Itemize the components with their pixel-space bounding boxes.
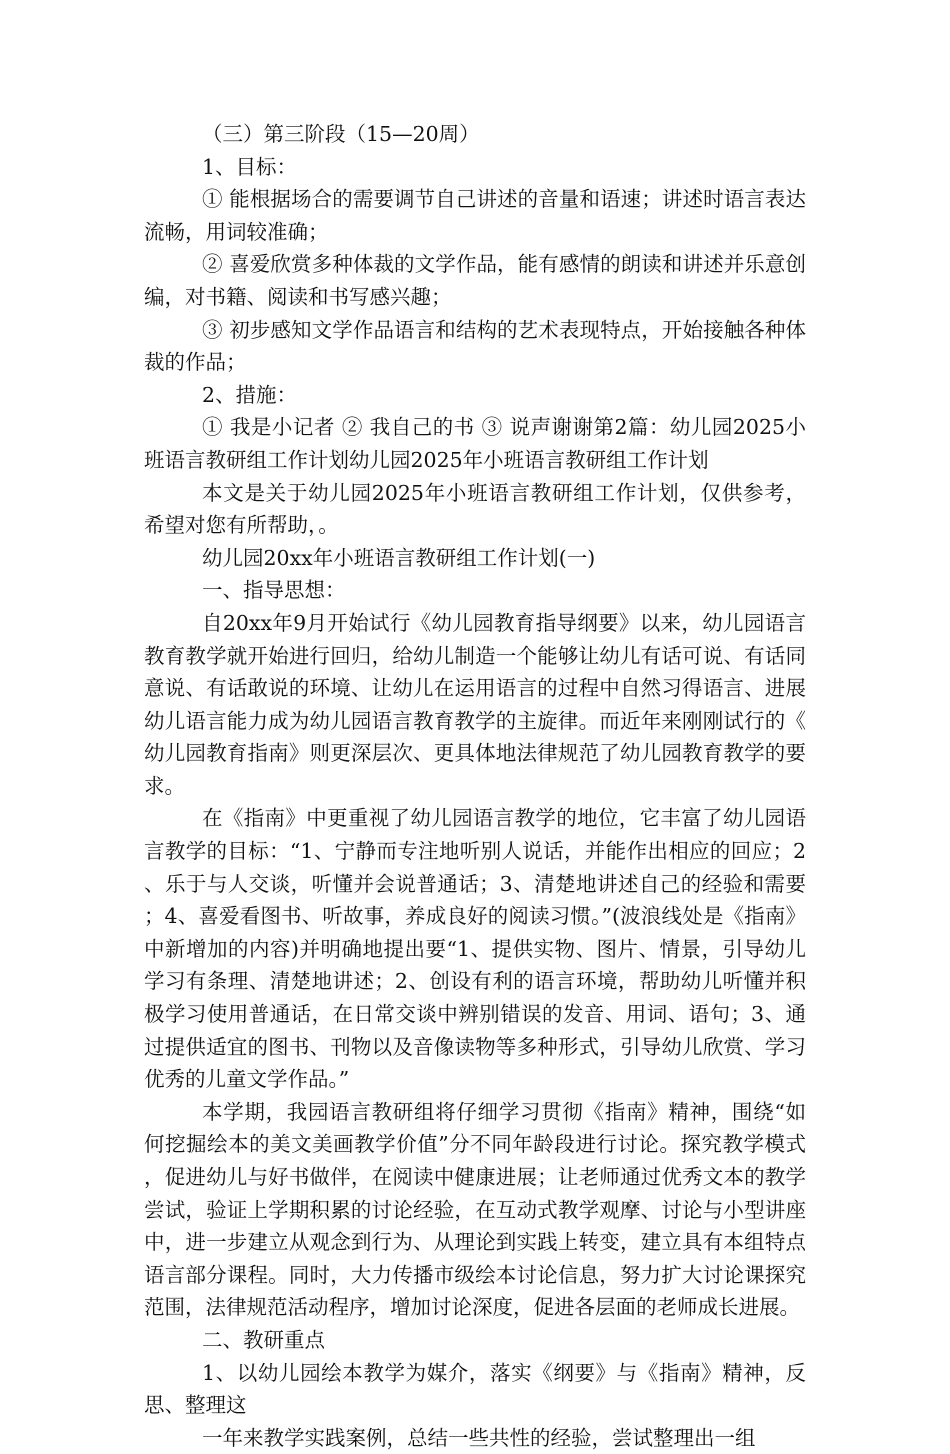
plan-title: 幼儿园20xx年小班语言教研组工作计划(一) [202, 545, 596, 570]
goal-item-2: ② 喜爱欣赏多种体裁的文学作品，能有感情的朗读和讲述并乐意创编，对书籍、阅读和书写感兴趣； [144, 252, 806, 309]
body-paragraph: 一年来教学实践案例，总结一些共性的经验，尝试整理出一组 [202, 1425, 756, 1450]
subheading-measures: 2、措施： [202, 382, 298, 407]
measures-paragraph: ① 我是小记者 ② 我自己的书 ③ 说声谢谢第2篇：幼儿园2025小班语言教研组工作计划幼儿园2025年小班语言教研组工作计划 [144, 415, 806, 472]
section-heading-guiding-thought: 一、指导思想： [202, 578, 346, 603]
goal-item-3: ③ 初步感知文学作品语言和结构的艺术表现特点，开始接触各种体裁的作品； [144, 317, 806, 375]
intro-paragraph: 本文是关于幼儿园2025年小班语言教研组工作计划，仅供参考，希望对您有所帮助，。 [144, 480, 806, 538]
body-paragraph: 自20xx年9月开始试行《幼儿园教育指导纲要》以来，幼儿园语言教育教学就开始进行回归，给幼儿制造一个能够让幼儿有话可说、有话同意说、有话敢说的环境、让幼儿在运用语言的过程中自然习得语言、进展幼儿语言能力成为幼儿园语言教育教学的主旋律。而近年来刚刚试行的《幼儿园教育指南》则更深层次、更具体地法律规范了幼儿园教育教学的要求。 [144, 610, 806, 798]
goal-item-1: ① 能根据场合的需要调节自己讲述的音量和语速；讲述时语言表达流畅，用词较准确； [144, 187, 806, 244]
body-paragraph: 在《指南》中更重视了幼儿园语言教学的地位，它丰富了幼儿园语言教学的目标：“1、宁静而专注地听别人说话，并能作出相应的回应；2、乐于与人交谈，听懂并会说普通话；3、清楚地讲述自己的经验和需要；4、喜爱看图书、听故事，养成良好的阅读习惯。”(波浪线处是《指南》中新增加的内容)并明确地提出要“1、提供实物、图片、情景，引导幼儿学习有条理、清楚地讲述；2、创设有利的语言环境，帮助幼儿听懂并积极学习使用普通话，在日常交谈中辨别错误的发音、用词、语句；3、通过提供适宜的图书、刊物以及音像读物等多种形式，引导幼儿欣赏、学习优秀的儿童文学作品。” [144, 806, 806, 1092]
subheading-goals: 1、目标： [202, 154, 298, 179]
body-paragraph: 1、以幼儿园绘本教学为媒介，落实《纲要》与《指南》精神，反思、整理这 [144, 1360, 806, 1418]
body-paragraph: 本学期，我园语言教研组将仔细学习贯彻《指南》精神，围绕“如何挖掘绘本的美文美画教学价值”分不同年龄段进行讨论。探究教学模式，促进幼儿与好书做伴，在阅读中健康进展；让老师通过优秀文本的教学尝试，验证上学期积累的讨论经验，在互动式教学观摩、讨论与小型讲座中，进一步建立从观念到行为、从理论到实践上转变，建立具有本组特点语言部分课程。同时，大力传播市级绘本讨论信息，努力扩大讨论课探究范围，法律规范活动程序，增加讨论深度，促进各层面的老师成长进展。 [144, 1099, 806, 1320]
section-heading-research-focus: 二、教研重点 [202, 1327, 325, 1352]
document-page [144, 118, 806, 1454]
section-heading-stage-three: （三）第三阶段（15—20周） [202, 122, 480, 146]
